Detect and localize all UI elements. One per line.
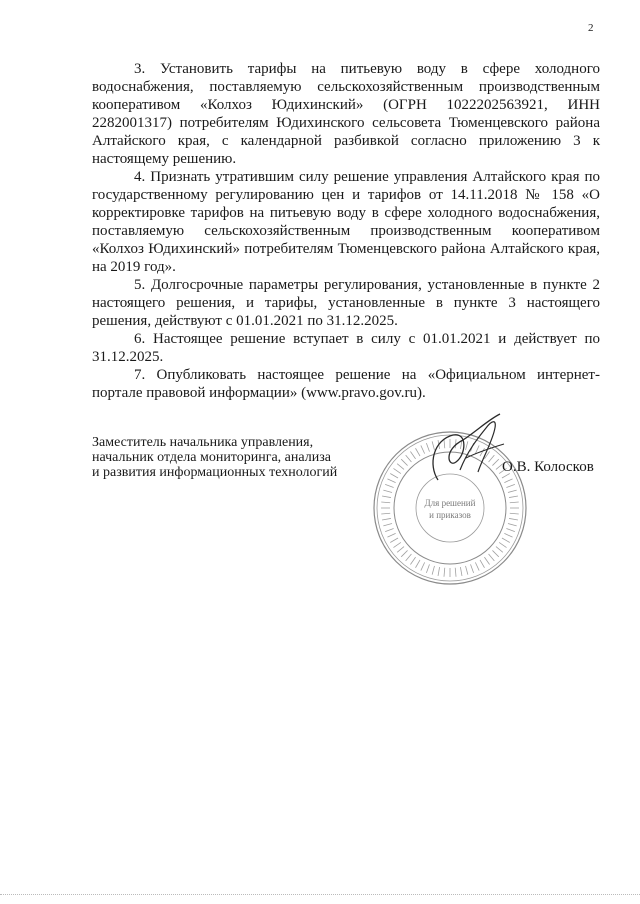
stamp-ring-mark: [390, 474, 398, 479]
stamp-ring-mark: [406, 554, 412, 561]
stamp-ring-mark: [466, 566, 468, 575]
signatory-position: [92, 435, 382, 480]
signatory-name: О.В. Колосков: [502, 459, 594, 475]
stamp-center-line: и приказов: [429, 510, 471, 520]
stamp-ring-mark: [387, 533, 395, 537]
stamp-ring-mark: [489, 554, 495, 561]
stamp-ring-mark: [460, 567, 462, 576]
page-number: 2: [588, 22, 594, 34]
stamp-ring-mark: [471, 564, 474, 572]
stamp-ring-mark: [393, 542, 400, 547]
paragraph-3: 3. Установить тарифы на питьевую воду в сфере холодного водоснабжения, поставляемую сельскохозяйственным производственным кооперативом «Колхоз Юдихинский» (ОГРН 1022202563921, ИНН 2282001317) потребителям Юдихинского сельсовета Тюменцевского района Алтайского края, с календарной разбивкой согласно приложению 3 к настоящему решению.: [92, 61, 600, 167]
stamp-center-line: Для решений: [424, 498, 476, 508]
stamp-ring-mark: [510, 513, 519, 514]
stamp-ring-mark: [508, 490, 517, 492]
stamp-ring-mark: [455, 568, 456, 577]
stamp-ring-mark: [502, 538, 510, 543]
stamp-ring-mark: [509, 518, 518, 520]
stamp-ring-mark: [383, 524, 392, 526]
stamp-ring-mark: [381, 502, 390, 503]
paragraph-6: 6. Настоящее решение вступает в силу с 01.01.2021 и действует по 31.12.2025.: [92, 331, 600, 365]
stamp-ring-mark: [432, 566, 434, 575]
stamp-ring-mark: [509, 496, 518, 498]
stamp-ring-mark: [496, 547, 503, 553]
stamp-ring-mark: [421, 562, 425, 570]
stamp-ring-mark: [381, 513, 390, 514]
stamp-ring-mark: [383, 490, 392, 492]
handwritten-signature: [408, 410, 518, 490]
stamp-ring-mark: [401, 459, 407, 465]
stamp-ring-mark: [475, 562, 479, 570]
paragraph-5: 5. Долгосрочные параметры регулирования, установленные в пункте 2 настоящего решения, и тарифы, установленные в пункте 3 настоящего решения, действуют с 01.01.2021 по 31.12.2025.: [92, 277, 600, 329]
stamp-ring-mark: [397, 464, 404, 470]
stamp-ring-mark: [492, 550, 498, 556]
stamp-ring-mark: [506, 529, 514, 532]
stamp-ring-mark: [504, 533, 512, 537]
stamp-ring-mark: [426, 564, 429, 572]
document-body: [92, 60, 600, 402]
stamp-ring-mark: [480, 560, 485, 568]
signatory-position-line: Заместитель начальника управления,: [92, 435, 314, 450]
stamp-ring-mark: [438, 567, 440, 576]
stamp-ring-mark: [397, 547, 404, 553]
stamp-ring-mark: [385, 484, 393, 487]
stamp-ring-mark: [410, 557, 415, 564]
stamp-ring-mark: [401, 550, 407, 556]
paragraph-4: 4. Признать утратившим силу решение управления Алтайского края по государственному регулированию цен и тарифов от 14.11.2018 № 158 «О корректировке тарифов на питьевую воду в сфере холодного водоснабжения, поставляемую сельскохозяйственным производственным кооперативом «Колхоз Юдихинский» потребителям Тюменцевского района Алтайского края, на 2019 год».: [92, 169, 600, 275]
stamp-ring-mark: [416, 560, 421, 568]
stamp-ring-mark: [385, 529, 393, 532]
stamp-ring-mark: [382, 496, 391, 498]
stamp-ring-mark: [387, 479, 395, 483]
stamp-ring-mark: [484, 557, 489, 564]
stamp-ring-mark: [499, 542, 506, 547]
signatory-position-line: начальник отдела мониторинга, анализа: [92, 450, 331, 465]
stamp-ring-mark: [510, 502, 519, 503]
stamp-ring-mark: [393, 468, 400, 473]
stamp-ring-mark: [382, 518, 391, 520]
signatory-position-line: и развития информационных технологий: [92, 465, 338, 480]
paragraph-7: 7. Опубликовать настоящее решение на «Официальном интернет-портале правовой информации» (www.pravo.gov.ru).: [92, 367, 600, 401]
stamp-ring-mark: [390, 538, 398, 543]
stamp-ring-mark: [444, 568, 445, 577]
stamp-ring-mark: [508, 524, 517, 526]
page-bottom-edge: [0, 894, 640, 895]
